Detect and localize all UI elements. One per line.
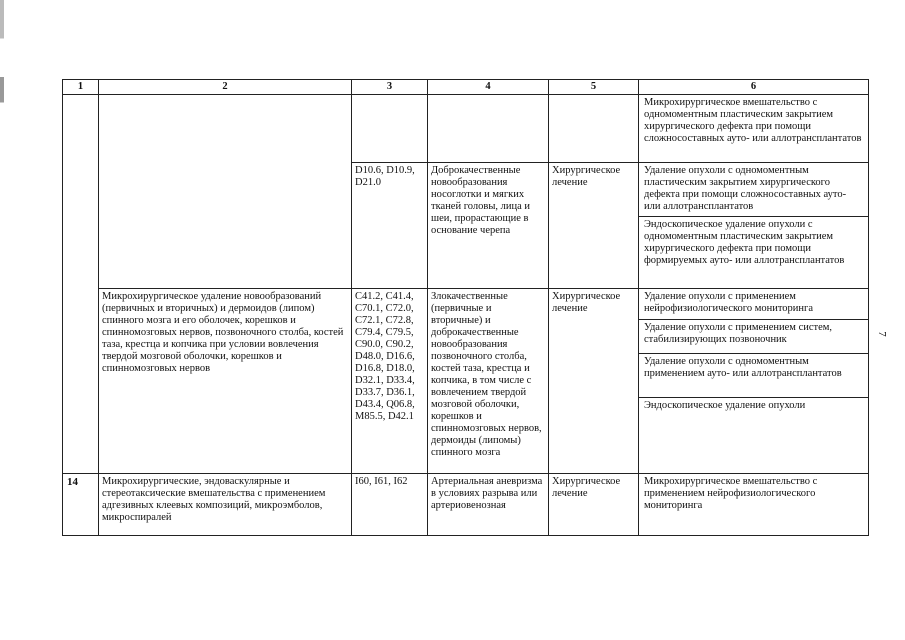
methods-cell <box>639 163 869 289</box>
method-item: Удаление опухоли с одномоментным пластическим закрытием хирургического дефекта при помощи сложносоставных ауто- или аллотрансплантатов <box>639 163 868 217</box>
procedure-name-cell: Микрохирургическое удаление новообразований (первичных и вторичных) и дермоидов (липом) спинного мозга и его оболочек, корешков и спинномозговых нервов, позвоночного столба, костей таза, крестца и копчика при условии вовлечения твердой мозговой оболочки, корешков и спинномозговых нервов <box>99 289 352 474</box>
method-item: Эндоскопическое удаление опухоли <box>644 400 806 411</box>
procedure-name-cell: Микрохирургические, эндоваскулярные и стереотаксические вмешательства с применением адгезивных клеевых композиций, микроэмболов, микроспиралей <box>99 474 352 536</box>
method-item: Эндоскопическое удаление опухоли с одномоментным пластическим закрытием хирургического дефекта при помощи формируемых ауто- или аллотрансплантатов <box>644 219 845 266</box>
header-cell-3: 3 <box>352 80 428 95</box>
treatment-type-cell: Хирургическое лечение <box>549 289 639 474</box>
row-number-cell <box>63 95 99 474</box>
table-row <box>63 289 869 474</box>
header-cell-2: 2 <box>99 80 352 95</box>
page-number: 7 <box>875 331 888 337</box>
method-item: Удаление опухоли с применением нейрофизиологического мониторинга <box>639 289 868 320</box>
header-cell-1: 1 <box>63 80 99 95</box>
treatment-type-cell: Хирургическое лечение <box>549 474 639 536</box>
method-item: Удаление опухоли с применением систем, стабилизирующих позвоночник <box>639 320 868 354</box>
patient-model-cell <box>428 95 549 163</box>
icd-codes-cell: D10.6, D10.9, D21.0 <box>352 163 428 289</box>
header-cell-4: 4 <box>428 80 549 95</box>
patient-model-cell: Артериальная аневризма в условиях разрыва или артериовенозная <box>428 474 549 536</box>
treatment-type-cell <box>549 95 639 163</box>
header-cell-6: 6 <box>639 80 869 95</box>
methods-cell <box>639 95 869 163</box>
treatment-type-cell: Хирургическое лечение <box>549 163 639 289</box>
icd-codes-cell: C41.2, C41.4, C70.1, C72.0, C72.1, C72.8, C79.4, C79.5, C90.0, C90.2, D48.0, D16.6, D16.8, D18.0, D32.1, D33.4, D33.7, D36.1, D43.4, Q06.8, M85.5, D42.1 <box>352 289 428 474</box>
icd-codes-cell: I60, I61, I62 <box>352 474 428 536</box>
methods-cell <box>639 474 869 536</box>
method-item: Микрохирургическое вмешательство с одномоментным пластическим закрытием хирургического дефекта при помощи сложносоставных ауто- или аллотрансплантатов <box>644 97 862 144</box>
table-row <box>63 95 869 163</box>
table-row <box>63 474 869 536</box>
method-item: Микрохирургическое вмешательство с применением нейрофизиологического мониторинга <box>644 476 818 511</box>
patient-model-cell: Злокачественные (первичные и вторичные) и доброкачественные новообразования позвоночного столба, костей таза, крестца и копчика, в том числе с вовлечением твердой мозговой оболочки, корешков и спинномозговых нервов, дермоиды (липомы) спинного мозга <box>428 289 549 474</box>
method-item: Удаление опухоли с одномоментным применением ауто- или аллотрансплантатов <box>639 354 868 398</box>
procedure-name-cell <box>99 95 352 289</box>
methods-cell <box>639 289 869 474</box>
header-row <box>63 80 869 95</box>
header-cell-5: 5 <box>549 80 639 95</box>
procedures-table <box>62 79 869 536</box>
scan-edge <box>0 0 4 640</box>
patient-model-cell: Доброкачественные новообразования носоглотки и мягких тканей головы, лица и шеи, прорастающие в основание черепа <box>428 163 549 289</box>
row-number-cell: 14 <box>63 474 99 536</box>
icd-codes-cell <box>352 95 428 163</box>
